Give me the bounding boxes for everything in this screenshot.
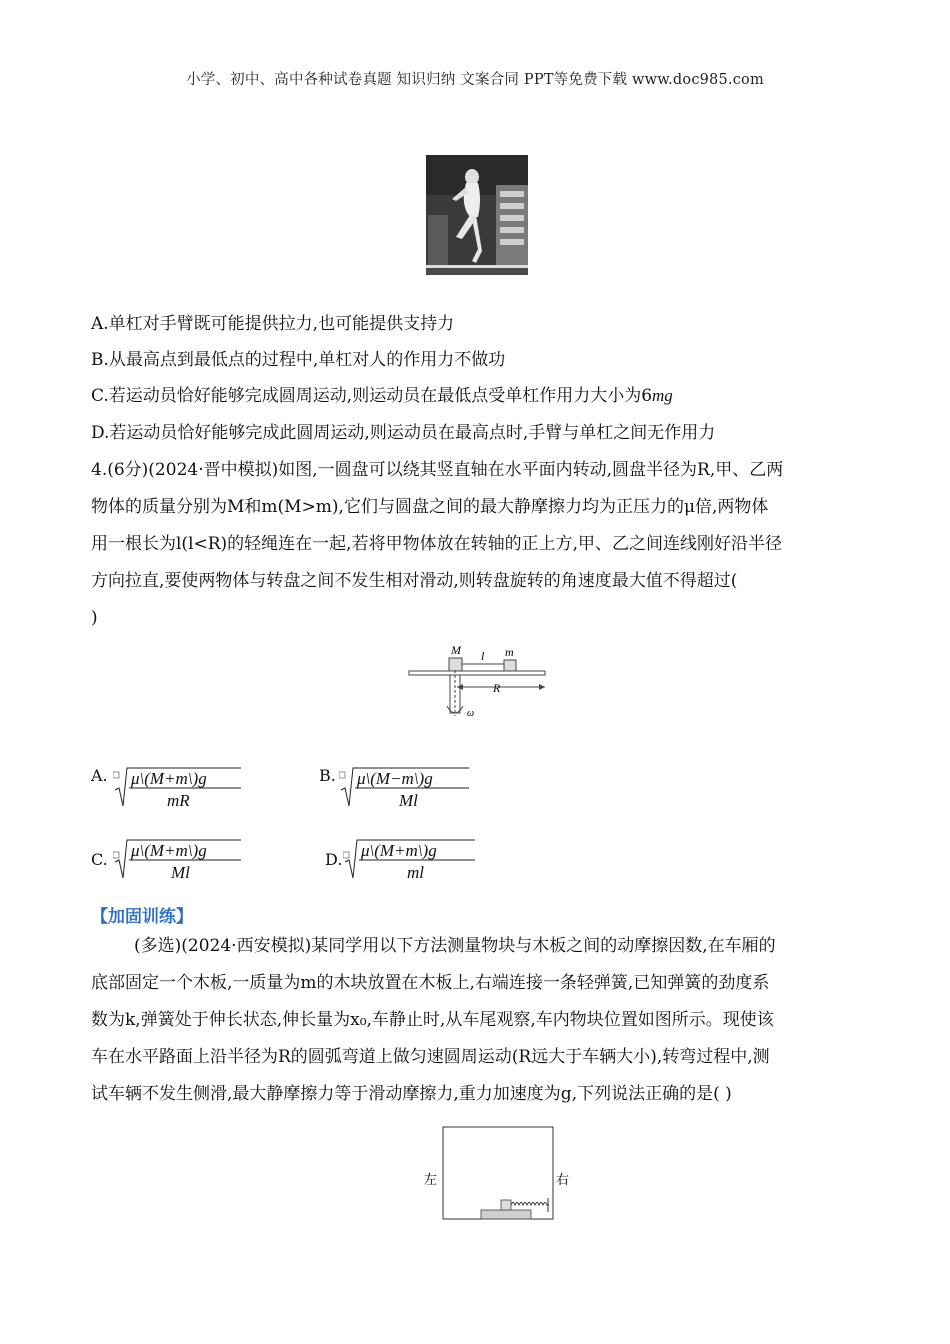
option-a: A.单杠对手臂既可能提供拉力,也可能提供支持力: [91, 314, 455, 334]
label-right: 右: [556, 1173, 570, 1188]
label-R: R: [493, 681, 501, 695]
reinforce-tag: 【加固训练】: [91, 907, 193, 927]
choice-c-numerator: μ\(M+m\)g: [131, 841, 207, 860]
q5-line: 车在水平路面上沿半径为R的圆弧弯道上做匀速圆周运动(R远大于车辆大小),转弯过程中,测: [91, 1047, 770, 1067]
choice-b-denominator: Ml: [399, 791, 418, 810]
choice-b-label: B.: [319, 766, 336, 785]
block-m: [504, 660, 516, 671]
choice-b[interactable]: [319, 762, 479, 812]
q5-line: 底部固定一个木板,一质量为m的木块放置在木板上,右端连接一条轻弹簧,已知弹簧的劲度系: [91, 973, 770, 993]
block-M: [449, 658, 462, 671]
label-m: m: [505, 645, 514, 659]
choice-d-label: D.: [325, 850, 343, 869]
q5-line: 数为k,弹簧处于伸长状态,伸长量为x₀,车静止时,从车尾观察,车内物块位置如图所示。现使该: [91, 1010, 774, 1030]
question-4-stem: [91, 452, 861, 637]
page-header: 小学、初中、高中各种试卷真题 知识归纳 文案合同 PPT等免费下载 www.doc985.com: [186, 72, 764, 88]
gymnast-photo: [426, 155, 528, 275]
question-5-stem: [91, 928, 861, 1113]
q4-line: 方向拉直,要使两物体与转盘之间不发生相对滑动,则转盘旋转的角速度最大值不得超过(: [91, 571, 738, 591]
choice-d-numerator: μ\(M+m\)g: [361, 841, 437, 860]
wood-block: [501, 1200, 511, 1210]
turntable-figure: [405, 640, 550, 722]
choice-c[interactable]: [91, 834, 251, 884]
option-d: D.若运动员恰好能够完成此圆周运动,则运动员在最高点时,手臂与单杠之间无作用力: [91, 423, 716, 443]
choice-a-numerator: μ\(M+m\)g: [131, 769, 207, 788]
choice-a-denominator: mR: [167, 791, 190, 810]
choice-c-label: C.: [91, 850, 108, 869]
label-omega: ω: [467, 708, 475, 719]
choice-d[interactable]: [325, 834, 485, 884]
q4-line: 用一根长为l(l<R)的轻绳连在一起,若将甲物体放在转轴的正上方,甲、乙之间连线刚好沿半径: [91, 534, 782, 554]
disk: [409, 671, 545, 675]
label-left: 左: [424, 1173, 438, 1188]
q5-line: (多选)(2024·西安模拟)某同学用以下方法测量物块与木板之间的动摩擦因数,在车厢的: [134, 936, 776, 956]
option-c: [91, 383, 673, 409]
spring: [511, 1203, 549, 1206]
option-c-unit: mg: [652, 386, 673, 405]
choice-a[interactable]: [91, 762, 251, 812]
compartment: [443, 1127, 553, 1219]
q5-line: 试车辆不发生侧滑,最大静摩擦力等于滑动摩擦力,重力加速度为g,下列说法正确的是( ): [91, 1084, 732, 1104]
choice-c-denominator: Ml: [171, 863, 190, 882]
choice-b-numerator: μ\(M−m\)g: [357, 769, 433, 788]
label-M: M: [451, 643, 461, 657]
car-compartment-figure: [415, 1125, 580, 1225]
wood-board: [481, 1210, 531, 1219]
label-l: l: [481, 649, 485, 663]
q4-line: 4.(6分)(2024·晋中模拟)如图,一圆盘可以绕其竖直轴在水平面内转动,圆盘半径为R,甲、乙两: [91, 460, 784, 480]
option-b: B.从最高点到最低点的过程中,单杠对人的作用力不做功: [91, 350, 506, 370]
choice-d-denominator: ml: [407, 863, 424, 882]
q4-line: 物体的质量分别为M和m(M>m),它们与圆盘之间的最大静摩擦力均为正压力的μ倍,两物体: [91, 497, 769, 517]
option-c-text: C.若运动员恰好能够完成圆周运动,则运动员在最低点受单杠作用力大小为6: [91, 386, 653, 406]
choice-a-label: A.: [91, 766, 108, 785]
q4-line: ): [91, 608, 98, 628]
